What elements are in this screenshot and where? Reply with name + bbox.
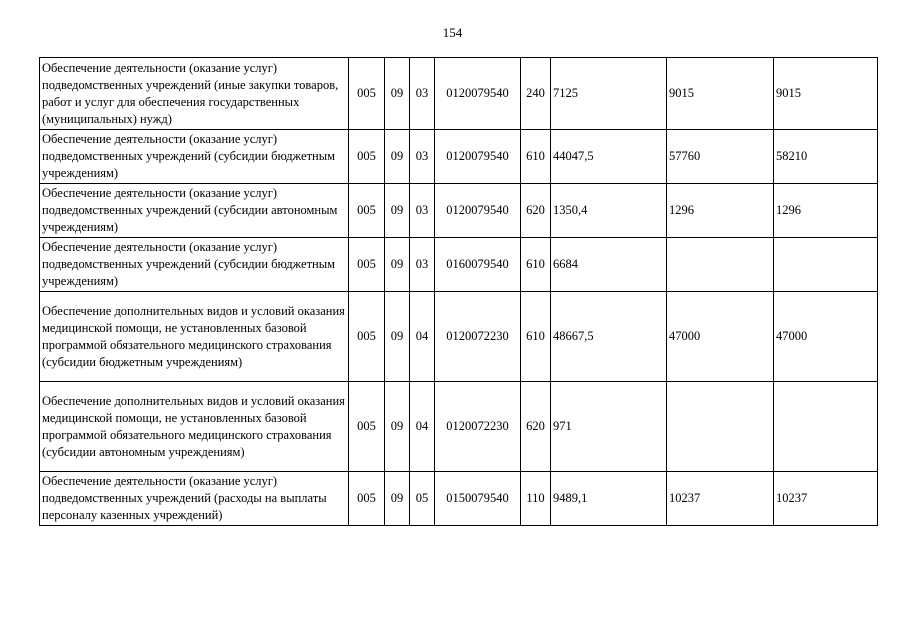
table-row xyxy=(40,130,878,184)
ved-code: 005 xyxy=(349,58,385,130)
amount-2: 10237 xyxy=(667,472,774,526)
subsection-code: 03 xyxy=(410,184,435,238)
expense-type-code: 620 xyxy=(521,184,551,238)
section-code: 09 xyxy=(385,472,410,526)
amount-1: 44047,5 xyxy=(551,130,667,184)
ved-code: 005 xyxy=(349,472,385,526)
subsection-code: 03 xyxy=(410,58,435,130)
amount-1: 7125 xyxy=(551,58,667,130)
table-body xyxy=(40,58,878,526)
amount-3: 1296 xyxy=(774,184,878,238)
ved-code: 005 xyxy=(349,382,385,472)
subsection-code: 05 xyxy=(410,472,435,526)
page-number: 154 xyxy=(442,25,463,40)
subsection-code: 04 xyxy=(410,292,435,382)
table-row xyxy=(40,292,878,382)
target-article-code: 0120079540 xyxy=(435,184,521,238)
row-description: Обеспечение дополнительных видов и условий оказания медицинской помощи, не установленных базовой программой обязательного медицинского страхования (субсидии бюджетным учреждениям) xyxy=(40,292,349,382)
amount-2: 9015 xyxy=(667,58,774,130)
subsection-code: 03 xyxy=(410,130,435,184)
row-description: Обеспечение деятельности (оказание услуг) подведомственных учреждений (расходы на выплаты персоналу казенных учреждений) xyxy=(40,472,349,526)
expense-type-code: 240 xyxy=(521,58,551,130)
ved-code: 005 xyxy=(349,130,385,184)
ved-code: 005 xyxy=(349,184,385,238)
row-description: Обеспечение деятельности (оказание услуг) подведомственных учреждений (субсидии бюджетным учреждениям) xyxy=(40,238,349,292)
section-code: 09 xyxy=(385,58,410,130)
amount-3: 9015 xyxy=(774,58,878,130)
expense-type-code: 610 xyxy=(521,238,551,292)
row-description: Обеспечение деятельности (оказание услуг) подведомственных учреждений (субсидии бюджетным учреждениям) xyxy=(40,130,349,184)
section-code: 09 xyxy=(385,184,410,238)
amount-2: 47000 xyxy=(667,292,774,382)
amount-3: 58210 xyxy=(774,130,878,184)
expense-type-code: 110 xyxy=(521,472,551,526)
expense-type-code: 610 xyxy=(521,130,551,184)
ved-code: 005 xyxy=(349,238,385,292)
row-description: Обеспечение деятельности (оказание услуг) подведомственных учреждений (субсидии автономным учреждениям) xyxy=(40,184,349,238)
subsection-code: 03 xyxy=(410,238,435,292)
target-article-code: 0150079540 xyxy=(435,472,521,526)
target-article-code: 0120079540 xyxy=(435,130,521,184)
target-article-code: 0120072230 xyxy=(435,382,521,472)
amount-3 xyxy=(774,238,878,292)
amount-1: 971 xyxy=(551,382,667,472)
budget-table xyxy=(39,57,878,526)
amount-3: 10237 xyxy=(774,472,878,526)
target-article-code: 0120072230 xyxy=(435,292,521,382)
amount-2: 1296 xyxy=(667,184,774,238)
subsection-code: 04 xyxy=(410,382,435,472)
table-row xyxy=(40,472,878,526)
table-row xyxy=(40,238,878,292)
amount-3: 47000 xyxy=(774,292,878,382)
expense-type-code: 620 xyxy=(521,382,551,472)
section-code: 09 xyxy=(385,382,410,472)
amount-1: 6684 xyxy=(551,238,667,292)
target-article-code: 0160079540 xyxy=(435,238,521,292)
table-row xyxy=(40,184,878,238)
row-description: Обеспечение деятельности (оказание услуг) подведомственных учреждений (иные закупки товаров, работ и услуг для обеспечения государственных (муниципальных) нужд) xyxy=(40,58,349,130)
amount-1: 48667,5 xyxy=(551,292,667,382)
section-code: 09 xyxy=(385,238,410,292)
ved-code: 005 xyxy=(349,292,385,382)
table-row xyxy=(40,58,878,130)
amount-1: 1350,4 xyxy=(551,184,667,238)
expense-type-code: 610 xyxy=(521,292,551,382)
row-description: Обеспечение дополнительных видов и условий оказания медицинской помощи, не установленных базовой программой обязательного медицинского страхования (субсидии автономным учреждениям) xyxy=(40,382,349,472)
amount-3 xyxy=(774,382,878,472)
amount-2: 57760 xyxy=(667,130,774,184)
table-row xyxy=(40,382,878,472)
section-code: 09 xyxy=(385,292,410,382)
target-article-code: 0120079540 xyxy=(435,58,521,130)
amount-2 xyxy=(667,238,774,292)
section-code: 09 xyxy=(385,130,410,184)
amount-1: 9489,1 xyxy=(551,472,667,526)
amount-2 xyxy=(667,382,774,472)
